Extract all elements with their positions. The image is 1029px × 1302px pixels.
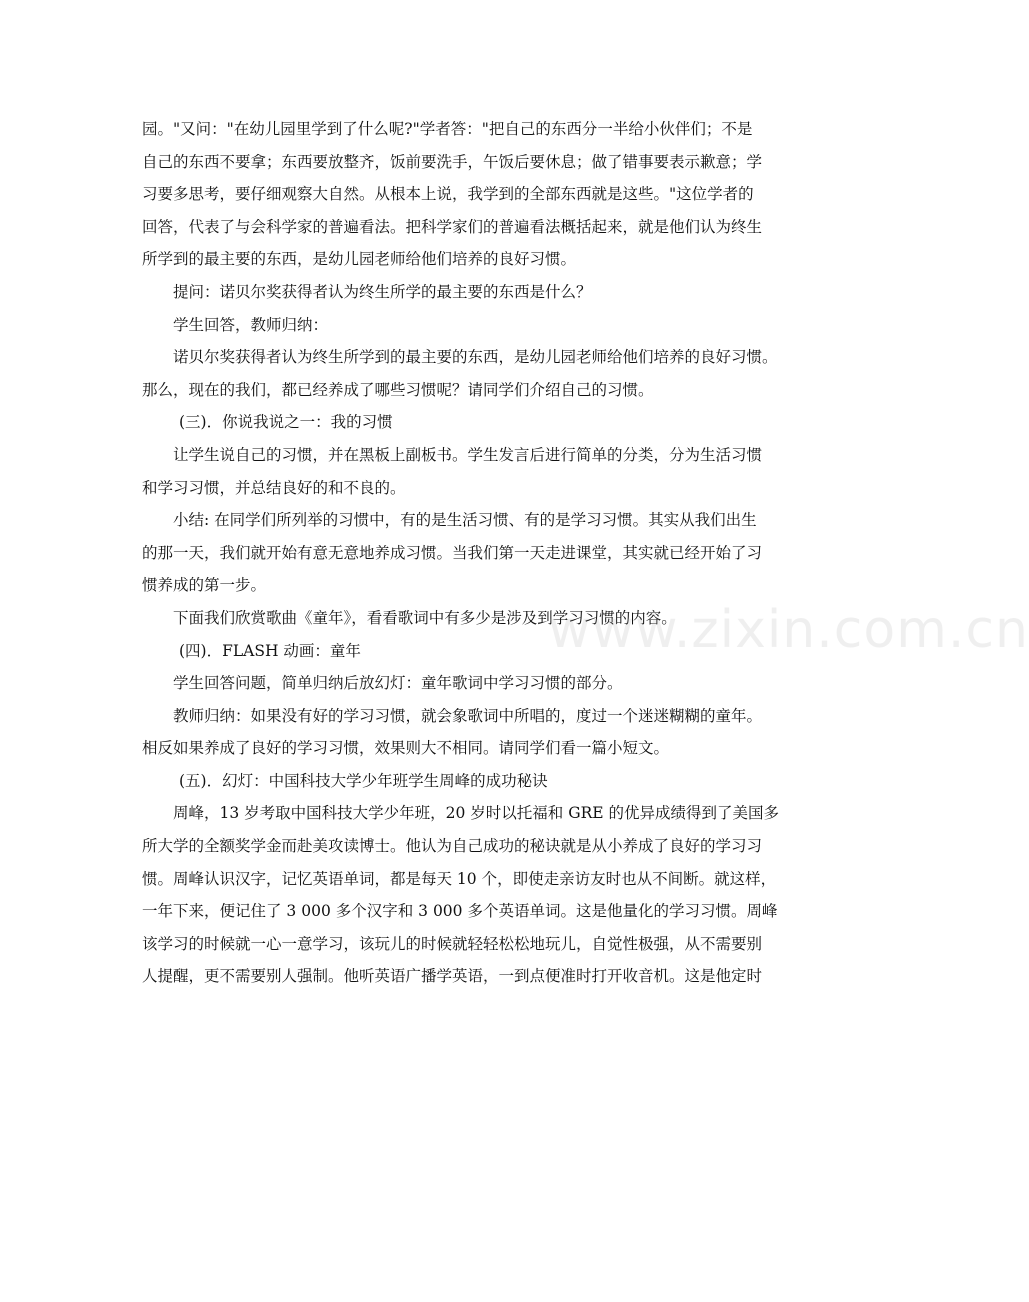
text-line: 周峰，13 岁考取中国科技大学少年班，20 岁时以托福和 GRE 的优异成绩得到了美国多 (173, 804, 780, 823)
text-line: 自己的东西不要拿；东西要放整齐，饭前要洗手，午饭后要休息；做了错事要表示歉意；学 (142, 152, 763, 171)
text-line: 相反如果养成了良好的学习习惯，效果则大不相同。请同学们看一篇小短文。 (142, 739, 670, 758)
text-line: 学生回答问题，简单归纳后放幻灯：童年歌词中学习习惯的部分。 (173, 674, 623, 693)
text-line: 诺贝尔奖获得者认为终生所学到的最主要的东西，是幼儿园老师给他们培养的良好习惯。 (173, 348, 778, 367)
text-line: 学生回答，教师归纳： (173, 315, 329, 334)
text-line: 习要多思考，要仔细观察大自然。从根本上说，我学到的全部东西就是这些。"这位学者的 (142, 185, 754, 204)
text-line: 所学到的最主要的东西，是幼儿园老师给他们培养的良好习惯。 (142, 250, 577, 269)
watermark: www.zixin.com.cn (548, 600, 1029, 660)
text-line: 下面我们欣赏歌曲《童年》，看看歌词中有多少是涉及到学习习惯的内容。 (173, 608, 677, 627)
document-body (142, 113, 782, 993)
text-line: 该学习的时候就一心一意学习，该玩儿的时候就轻轻松松地玩儿，自觉性极强，从不需要别 (142, 934, 763, 953)
text-line: 一年下来，便记住了 3 000 多个汉字和 3 000 多个英语单词。这是他量化的学习习惯。周峰 (142, 902, 778, 921)
section-heading: (四)．FLASH 动画：童年 (179, 641, 361, 660)
text-line: 惯。周峰认识汉字，记忆英语单词，都是每天 10 个，即使走亲访友时也从不间断。就这样， (142, 869, 777, 888)
text-line: 的那一天，我们就开始有意无意地养成习惯。当我们第一天走进课堂，其实就已经开始了习 (142, 543, 763, 562)
section-heading: (五)．幻灯：中国科技大学少年班学生周峰的成功秘诀 (179, 771, 548, 790)
text-line: 那么，现在的我们，都已经养成了哪些习惯呢？请同学们介绍自己的习惯。 (142, 380, 654, 399)
text-line: 惯养成的第一步。 (142, 576, 267, 595)
text-line: 人提醒，更不需要别人强制。他听英语广播学英语，一到点便准时打开收音机。这是他定时 (142, 967, 763, 986)
section-heading: (三)．你说我说之一：我的习惯 (179, 413, 393, 432)
text-line: 所大学的全额奖学金而赴美攻读博士。他认为自己成功的秘诀就是从小养成了良好的学习习 (142, 837, 763, 856)
text-line: 教师归纳：如果没有好的学习习惯，就会象歌词中所唱的，度过一个迷迷糊糊的童年。 (173, 706, 763, 725)
text-line: 小结: 在同学们所列举的习惯中，有的是生活习惯、有的是学习习惯。其实从我们出生 (173, 511, 757, 530)
text-line: 提问：诺贝尔奖获得者认为终生所学的最主要的东西是什么？ (173, 282, 592, 301)
text-line: 园。"又问："在幼儿园里学到了什么呢?"学者答："把自己的东西分一半给小伙伴们；不是 (142, 120, 753, 138)
text-line: 让学生说自己的习惯，并在黑板上副板书。学生发言后进行简单的分类，分为生活习惯 (173, 445, 763, 464)
text-line: 回答，代表了与会科学家的普遍看法。把科学家们的普遍看法概括起来，就是他们认为终生 (142, 217, 763, 236)
text-line: 和学习习惯，并总结良好的和不良的。 (142, 478, 406, 497)
